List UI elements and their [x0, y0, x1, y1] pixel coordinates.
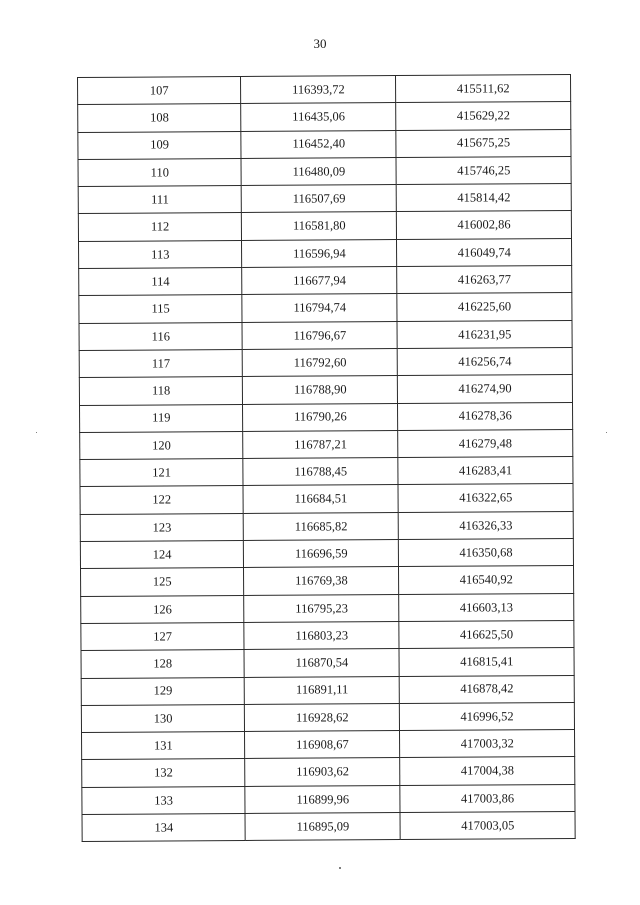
x-coordinate-cell: 116787,21	[243, 430, 398, 458]
point-number-cell: 125	[81, 568, 245, 596]
table-row	[80, 511, 573, 541]
y-coordinate-cell: 415746,25	[396, 156, 571, 184]
coordinates-table-body	[78, 74, 576, 841]
point-number-cell: 108	[78, 104, 242, 132]
y-coordinate-cell: 415675,25	[396, 129, 571, 157]
x-coordinate-cell: 116769,38	[244, 567, 399, 595]
point-number-cell: 130	[81, 704, 245, 732]
table-row	[79, 293, 572, 323]
table-row	[80, 429, 573, 459]
scan-speck	[339, 867, 341, 869]
table-row	[82, 811, 575, 841]
point-number-cell: 128	[81, 650, 245, 678]
y-coordinate-cell: 416263,77	[397, 266, 572, 294]
scan-speck	[606, 432, 607, 433]
table-row	[78, 129, 571, 159]
point-number-cell: 111	[78, 186, 242, 214]
y-coordinate-cell: 417003,86	[400, 784, 575, 812]
table-row	[78, 156, 571, 186]
point-number-cell: 131	[82, 732, 246, 760]
y-coordinate-cell: 415814,42	[396, 184, 571, 212]
point-number-cell: 113	[79, 240, 243, 268]
x-coordinate-cell: 116507,69	[242, 185, 397, 213]
y-coordinate-cell: 416231,95	[397, 320, 572, 348]
x-coordinate-cell: 116452,40	[241, 130, 396, 158]
point-number-cell: 126	[81, 595, 245, 623]
y-coordinate-cell: 416278,36	[398, 402, 573, 430]
y-coordinate-cell: 416256,74	[397, 347, 572, 375]
table-row	[78, 184, 571, 214]
table-row	[79, 347, 572, 377]
coordinates-table	[77, 74, 576, 842]
table-row	[81, 620, 574, 650]
x-coordinate-cell: 116677,94	[242, 267, 397, 295]
table-row	[80, 457, 573, 487]
point-number-cell: 127	[81, 622, 245, 650]
table-row	[79, 238, 572, 268]
table-row	[78, 74, 571, 104]
point-number-cell: 119	[80, 404, 244, 432]
y-coordinate-cell: 417004,38	[400, 757, 575, 785]
point-number-cell: 121	[80, 459, 244, 487]
point-number-cell: 116	[79, 322, 243, 350]
y-coordinate-cell: 415629,22	[396, 102, 571, 130]
x-coordinate-cell: 116596,94	[242, 239, 397, 267]
table-row	[79, 266, 572, 296]
x-coordinate-cell: 116795,23	[244, 594, 399, 622]
x-coordinate-cell: 116796,67	[242, 321, 397, 349]
y-coordinate-cell: 416002,86	[397, 211, 572, 239]
table-row	[81, 675, 574, 705]
table-row	[78, 211, 571, 241]
y-coordinate-cell: 416274,90	[398, 375, 573, 403]
x-coordinate-cell: 116908,67	[245, 731, 400, 759]
x-coordinate-cell: 116903,62	[245, 758, 400, 786]
table-row	[81, 593, 574, 623]
y-coordinate-cell: 416049,74	[397, 238, 572, 266]
y-coordinate-cell: 416326,33	[398, 511, 573, 539]
table-row	[82, 757, 575, 787]
x-coordinate-cell: 116684,51	[243, 485, 398, 513]
y-coordinate-cell: 416815,41	[399, 648, 574, 676]
y-coordinate-cell: 416350,68	[399, 539, 574, 567]
x-coordinate-cell: 116788,45	[243, 458, 398, 486]
x-coordinate-cell: 116895,09	[245, 813, 400, 841]
x-coordinate-cell: 116803,23	[244, 621, 399, 649]
table-row	[81, 648, 574, 678]
point-number-cell: 124	[80, 541, 244, 569]
y-coordinate-cell: 416540,92	[399, 566, 574, 594]
x-coordinate-cell: 116928,62	[245, 703, 400, 731]
table-row	[80, 402, 573, 432]
x-coordinate-cell: 116792,60	[243, 349, 398, 377]
point-number-cell: 123	[80, 513, 244, 541]
x-coordinate-cell: 116581,80	[242, 212, 397, 240]
table-row	[82, 730, 575, 760]
page-number: 30	[313, 36, 327, 51]
point-number-cell: 122	[80, 486, 244, 514]
x-coordinate-cell: 116788,90	[243, 376, 398, 404]
point-number-cell: 129	[81, 677, 245, 705]
x-coordinate-cell: 116696,59	[244, 540, 399, 568]
point-number-cell: 110	[78, 158, 242, 186]
table-row	[81, 566, 574, 596]
y-coordinate-cell: 416225,60	[397, 293, 572, 321]
point-number-cell: 132	[82, 759, 246, 787]
point-number-cell: 115	[79, 295, 243, 323]
x-coordinate-cell: 116891,11	[245, 676, 400, 704]
y-coordinate-cell: 416996,52	[400, 702, 575, 730]
y-coordinate-cell: 417003,05	[400, 811, 575, 839]
x-coordinate-cell: 116435,06	[241, 103, 396, 131]
table-row	[78, 102, 571, 132]
table-row	[80, 484, 573, 514]
y-coordinate-cell: 415511,62	[396, 74, 571, 102]
table-row	[82, 784, 575, 814]
y-coordinate-cell: 416625,50	[399, 620, 574, 648]
x-coordinate-cell: 116899,96	[245, 785, 400, 813]
y-coordinate-cell: 416283,41	[398, 457, 573, 485]
y-coordinate-cell: 416878,42	[399, 675, 574, 703]
table-row	[79, 320, 572, 350]
point-number-cell: 107	[78, 76, 242, 104]
point-number-cell: 134	[82, 814, 246, 842]
y-coordinate-cell: 416603,13	[399, 593, 574, 621]
y-coordinate-cell: 417003,32	[400, 730, 575, 758]
y-coordinate-cell: 416279,48	[398, 429, 573, 457]
point-number-cell: 133	[82, 786, 246, 814]
x-coordinate-cell: 116480,09	[241, 157, 396, 185]
point-number-cell: 120	[80, 431, 244, 459]
x-coordinate-cell: 116870,54	[244, 649, 399, 677]
table-row	[81, 702, 574, 732]
x-coordinate-cell: 116794,74	[242, 294, 397, 322]
table-row	[79, 375, 572, 405]
x-coordinate-cell: 116393,72	[241, 76, 396, 104]
point-number-cell: 114	[79, 268, 243, 296]
x-coordinate-cell: 116685,82	[244, 512, 399, 540]
x-coordinate-cell: 116790,26	[243, 403, 398, 431]
point-number-cell: 117	[79, 349, 243, 377]
y-coordinate-cell: 416322,65	[398, 484, 573, 512]
table-row	[80, 539, 573, 569]
point-number-cell: 112	[78, 213, 242, 241]
point-number-cell: 109	[78, 131, 242, 159]
point-number-cell: 118	[79, 377, 243, 405]
scan-speck	[36, 432, 37, 433]
